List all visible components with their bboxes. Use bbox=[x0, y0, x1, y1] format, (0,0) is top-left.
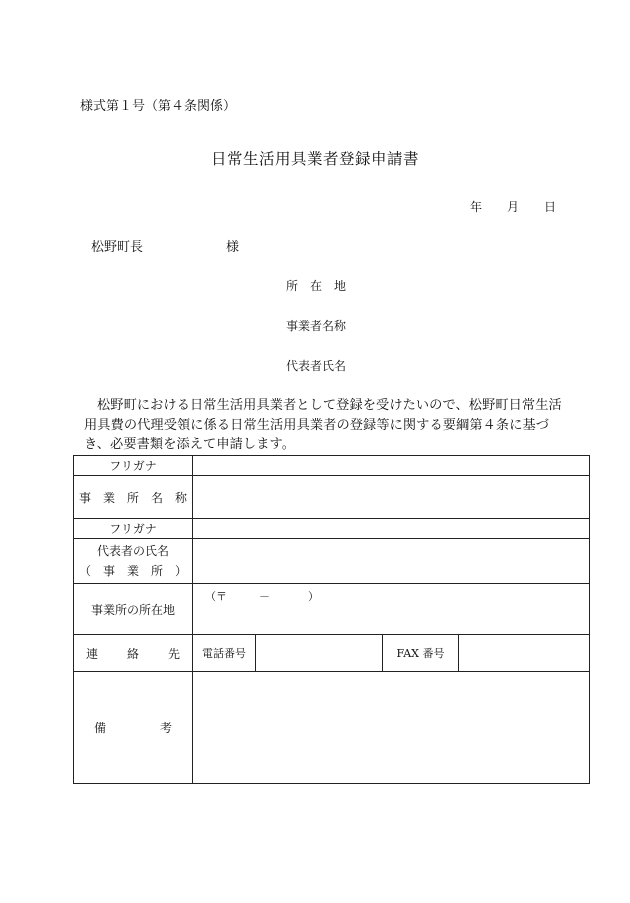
representative-name-label bbox=[74, 539, 193, 584]
table-row bbox=[74, 476, 590, 519]
phone-field[interactable] bbox=[256, 635, 383, 672]
contact-char-2: 絡 bbox=[126, 646, 139, 661]
applicant-business-name-label: 事業者名称 bbox=[286, 319, 347, 333]
addressee-honorific: 様 bbox=[226, 240, 240, 255]
table-row bbox=[74, 539, 590, 584]
postal-open: （〒 bbox=[205, 590, 227, 603]
document-title: 日常生活用具業者登録申請書 bbox=[210, 150, 419, 168]
contact-char-1: 連 bbox=[86, 646, 99, 661]
notes-char-2: 考 bbox=[159, 721, 172, 735]
table-row bbox=[74, 635, 590, 672]
notes-char-1: 備 bbox=[94, 721, 107, 735]
postal-code-field[interactable] bbox=[205, 588, 319, 604]
office-name-label: 事 業 所 名 称 bbox=[74, 476, 193, 519]
addressee: 松野町長 bbox=[91, 240, 144, 255]
contact-char-3: 先 bbox=[167, 646, 180, 661]
table-row bbox=[74, 584, 590, 635]
table-row bbox=[74, 519, 590, 539]
fax-field[interactable] bbox=[459, 635, 590, 672]
phone-label: 電話番号 bbox=[193, 635, 256, 672]
applicant-representative-label: 代表者氏名 bbox=[286, 359, 347, 373]
rep-furigana-label: フリガナ bbox=[74, 519, 193, 539]
date-month: 月 bbox=[507, 200, 520, 214]
office-address-label: 事業所の所在地 bbox=[74, 584, 193, 635]
application-statement: 松野町における日常生活用具業者として登録を受けたいので、松野町日常生活用具費の代理受領に係る日常生活用具業者の登録等に関する要綱第４条に基づき、必要書類を添えて申請します。 bbox=[84, 398, 562, 452]
representative-name-field[interactable] bbox=[193, 539, 590, 584]
rep-furigana-field[interactable] bbox=[193, 519, 590, 539]
rep-label-line2: （ 事 業 所 ） bbox=[78, 564, 187, 578]
date-line bbox=[470, 198, 556, 215]
office-furigana-label: フリガナ bbox=[74, 456, 193, 476]
date-year: 年 bbox=[470, 200, 483, 214]
table-row bbox=[74, 672, 590, 784]
date-day: 日 bbox=[544, 200, 557, 214]
rep-label-line1: 代表者の氏名 bbox=[96, 544, 169, 558]
office-name-field[interactable] bbox=[193, 476, 590, 519]
applicant-location-label: 所 在 地 bbox=[286, 279, 347, 293]
form-number: 様式第１号（第４条関係） bbox=[80, 99, 237, 114]
notes-label bbox=[74, 672, 193, 784]
postal-dash: － bbox=[259, 590, 270, 603]
registration-form-table bbox=[73, 455, 590, 784]
contact-label bbox=[74, 635, 193, 672]
fax-label: FAX 番号 bbox=[383, 635, 459, 672]
table-row bbox=[74, 456, 590, 476]
office-furigana-field[interactable] bbox=[193, 456, 590, 476]
postal-close: ） bbox=[308, 590, 319, 603]
office-address-field[interactable] bbox=[193, 584, 590, 635]
notes-field[interactable] bbox=[193, 672, 590, 784]
